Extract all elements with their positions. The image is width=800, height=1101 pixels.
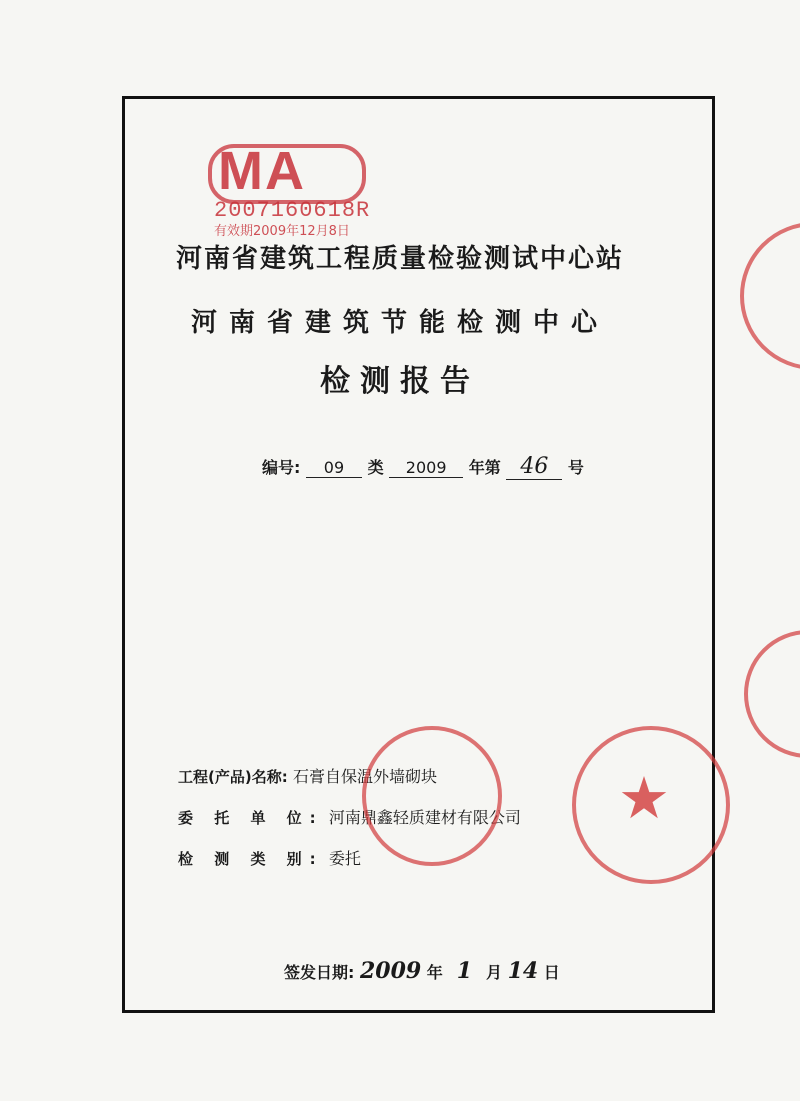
org-secondary-title: 河南省建筑节能检测中心: [190, 308, 609, 338]
issue-date-label: 签发日期:: [284, 963, 355, 982]
project-name-value: 石膏自保温外墙砌块: [292, 767, 437, 786]
client-value: 河南鼎鑫轻质建材有限公司: [328, 808, 521, 827]
issue-month-label: 月: [485, 963, 502, 982]
quality-center-seal: [362, 726, 502, 866]
ma-stamp-code: 2007160618R: [214, 198, 371, 223]
serial-category-label: 类: [367, 458, 384, 477]
serial-number-label: 号: [567, 458, 584, 477]
test-type-row: [178, 846, 361, 869]
serial-label: 编号:: [262, 458, 301, 477]
edge-seal-bottom: [744, 630, 800, 758]
serial-number-row: [262, 454, 584, 480]
project-name-label: 工程(产品)名称:: [178, 768, 288, 786]
ma-stamp-validity: 有效期2009年12月8日: [214, 224, 350, 239]
seal-star-icon: ★: [618, 764, 670, 832]
test-type-label: 检 测 类 别:: [178, 850, 324, 868]
ma-stamp-mark: MA: [218, 141, 306, 201]
org-primary-title: 河南省建筑工程质量检验测试中心站: [175, 244, 624, 274]
serial-number-value: 46: [506, 454, 562, 480]
issue-year-value: 2009: [359, 958, 422, 984]
serial-year-label: 年第: [468, 458, 501, 477]
issue-date-row: [284, 958, 560, 984]
serial-category-value: 09: [306, 458, 362, 478]
issue-day-value: 14: [507, 958, 539, 984]
report-title: 检测报告: [320, 364, 480, 399]
issue-day-label: 日: [543, 963, 560, 982]
test-type-value: 委托: [328, 849, 361, 868]
serial-year-value: 2009: [389, 458, 463, 478]
issue-year-label: 年: [426, 963, 443, 982]
client-label: 委 托 单 位:: [178, 809, 324, 827]
issue-month-value: 1: [456, 958, 473, 984]
